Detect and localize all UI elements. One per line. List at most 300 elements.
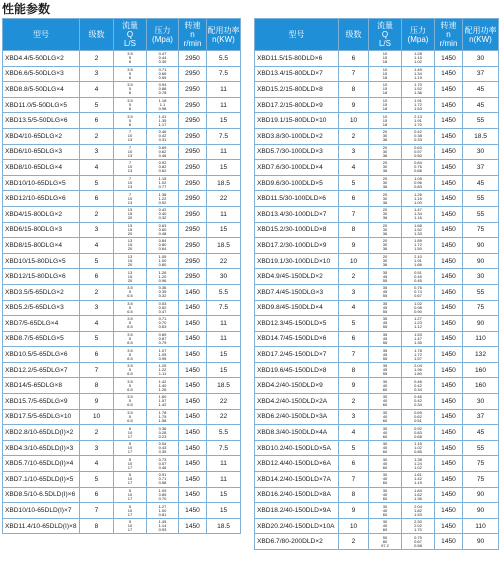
speed-cell: 1450 (435, 440, 463, 456)
flow-cell-value: 5 (128, 102, 132, 108)
pressure-cell (402, 51, 435, 67)
pressure-cell (402, 409, 435, 425)
model-cell: XBD10/15-80DLG×5 (3, 253, 80, 269)
model-cell: XBD10/10-65DLD(I)×7 (3, 503, 80, 519)
stages-cell: 8 (80, 518, 114, 534)
flow-cell-value: 45 (382, 367, 388, 373)
speed-cell: 1450 (435, 82, 463, 98)
pressure-cell-value: 0.92 (158, 199, 167, 205)
flow-cell-value: 7 (128, 191, 132, 197)
table-row (255, 269, 499, 285)
flow-cell (369, 51, 402, 67)
speed-cell: 1450 (435, 128, 463, 144)
pressure-cell-value: 0.73 (158, 456, 167, 462)
flow-cell-value: 10 (382, 82, 388, 88)
stages-cell: 5 (80, 472, 114, 488)
pressure-cell-value: 1.53 (414, 331, 422, 337)
pressure-cell-value: 1.00 (158, 507, 167, 513)
flow-cell-value: 36 (382, 246, 388, 252)
flow-cell-value: 36 (382, 230, 388, 236)
stages-cell: 4 (80, 82, 114, 98)
flow-cell-value: 5 (128, 55, 132, 61)
table-row (3, 316, 241, 332)
flow-cell-value: 55 (382, 277, 388, 283)
flow-cell-value: 45 (382, 351, 388, 357)
pressure-cell-value: 0.34 (414, 402, 422, 408)
pressure-cell (147, 113, 179, 129)
flow-cell-value: 7 (128, 176, 132, 182)
speed-cell: 1450 (179, 440, 207, 456)
pressure-cell-value: 0.62 (414, 413, 422, 419)
speed-cell: 1450 (179, 472, 207, 488)
stages-cell: 7 (339, 472, 369, 488)
pressure-cell (402, 300, 435, 316)
pressure-cell (402, 206, 435, 222)
header-pressure: 压力 (Mpa) (147, 19, 179, 51)
flow-cell-value: 20 (127, 277, 133, 283)
pressure-cell-value: 0.68 (414, 433, 422, 439)
pressure-cell (147, 456, 179, 472)
pressure-cell (147, 206, 179, 222)
flow-cell-value: 18 (382, 59, 388, 65)
speed-cell: 2950 (179, 238, 207, 254)
table-row (255, 425, 499, 441)
model-cell: XBD5.2/5-65DLG×3 (3, 300, 80, 316)
flow-cell-value: 40 (382, 398, 388, 404)
stages-cell: 4 (80, 238, 114, 254)
pressure-cell (147, 440, 179, 456)
speed-cell: 1450 (435, 409, 463, 425)
flow-cell-value: 10 (382, 51, 388, 57)
flow-cell (114, 440, 147, 456)
flow-cell-value: 3.5 (127, 66, 133, 72)
stages-cell: 10 (339, 518, 369, 534)
pressure-cell-value: 0.46 (414, 394, 422, 400)
flow-cell-value: 20 (382, 254, 388, 260)
flow-cell-value: 40 (382, 507, 388, 513)
table-row (3, 82, 241, 98)
speed-cell: 1450 (435, 503, 463, 519)
flow-cell-value: 10 (127, 195, 133, 201)
pressure-cell-value: 1.58 (158, 417, 167, 423)
pressure-cell-value: 0.96 (158, 277, 167, 283)
pressure-cell (147, 487, 179, 503)
flow-cell-value: 6.5 (127, 293, 133, 299)
pressure-cell-value: 0.32 (158, 215, 167, 221)
pressure-cell (402, 175, 435, 191)
flow-cell (114, 409, 147, 425)
pressure-cell-value: 0.42 (158, 207, 167, 213)
pressure-cell (147, 82, 179, 98)
model-cell: XBD17.2/15-80DLD×9 (255, 97, 339, 113)
pressure-cell (147, 51, 179, 67)
flow-cell-value: 13 (127, 184, 133, 190)
flow-cell (369, 144, 402, 160)
flow-cell (369, 97, 402, 113)
flow-cell-value: 13 (127, 168, 133, 174)
flow-cell-value: 97.2 (381, 542, 389, 548)
flow-cell-value: 20 (382, 222, 388, 228)
power-cell: 90 (463, 316, 499, 332)
model-cell: XBD10.2/40-150DLD×5A (255, 440, 339, 456)
model-cell: XBD8.7/5-65DLG×5 (3, 331, 80, 347)
speed-cell: 2950 (179, 144, 207, 160)
table-row (3, 269, 241, 285)
flow-cell (114, 113, 147, 129)
flow-cell-value: 5 (128, 398, 132, 404)
flow-cell-value: 60 (382, 527, 388, 533)
pressure-cell (147, 160, 179, 176)
table-row (3, 518, 241, 534)
pressure-cell-value: 1.36 (414, 90, 422, 96)
pressure-cell-value: 1.27 (158, 503, 167, 509)
table-row (255, 253, 499, 269)
pressure-cell-value: 0.71 (158, 316, 167, 322)
pressure-cell-value: 0.84 (414, 160, 422, 166)
flow-cell-value: 30 (382, 195, 388, 201)
stages-cell: 9 (339, 97, 369, 113)
speed-cell: 2950 (179, 269, 207, 285)
table-row (255, 456, 499, 472)
speed-cell: 1450 (435, 518, 463, 534)
pressure-cell (147, 503, 179, 519)
model-cell: XBD12.2/5-65DLG×7 (3, 362, 80, 378)
model-cell: XBD7.4/45-150DLG×3 (255, 284, 339, 300)
model-cell: XBD14.2/40-150DLD×7A (255, 472, 339, 488)
table-row (255, 378, 499, 394)
model-cell: XBD19.1/30-100DLD×10 (255, 253, 339, 269)
header-power: 配用功率 n(KW) (463, 19, 499, 51)
table-row (3, 300, 241, 316)
pressure-cell (147, 331, 179, 347)
flow-cell-value: 20 (382, 191, 388, 197)
speed-cell: 2950 (179, 66, 207, 82)
pressure-cell-value: 1.75 (158, 413, 167, 419)
flow-cell-value: 13 (127, 269, 133, 275)
pressure-cell-value: 1.70 (414, 121, 422, 127)
pressure-cell (147, 97, 179, 113)
pressure-cell-value: 0.63 (158, 222, 167, 228)
pressure-cell (402, 440, 435, 456)
flow-cell-value: 20 (127, 215, 133, 221)
stages-cell: 2 (339, 534, 369, 550)
pressure-cell-value: 1.22 (158, 367, 167, 373)
speed-cell: 1450 (435, 487, 463, 503)
pressure-cell-value: 0.46 (414, 378, 422, 384)
pressure-cell-value: 1.1 (159, 102, 166, 108)
model-cell: XBD14/5-65DLG×8 (3, 378, 80, 394)
pressure-cell (147, 362, 179, 378)
pressure-cell-value: 1.26 (158, 269, 167, 275)
table-row (3, 378, 241, 394)
flow-cell-value: 36 (382, 184, 388, 190)
pressure-cell-value: 0.42 (414, 398, 422, 404)
flow-cell-value: 5 (128, 289, 132, 295)
stages-cell: 5 (80, 331, 114, 347)
pressure-cell-value: 1.72 (414, 242, 422, 248)
power-cell: 30 (207, 269, 241, 285)
pressure-cell (147, 316, 179, 332)
speed-cell: 1450 (179, 456, 207, 472)
speed-cell: 1450 (435, 284, 463, 300)
stages-cell: 5 (80, 97, 114, 113)
flow-cell-value: 7 (128, 160, 132, 166)
flow-cell-value: 45 (382, 273, 388, 279)
power-cell: 45 (463, 82, 499, 98)
pressure-cell-value: 0.28 (158, 429, 167, 435)
table-row (255, 128, 499, 144)
pressure-cell-value: 0.52 (158, 304, 167, 310)
speed-cell: 1450 (435, 347, 463, 363)
model-cell: XBD14.7/45-150DLD×6 (255, 331, 339, 347)
power-cell: 7.5 (207, 440, 241, 456)
power-cell: 132 (463, 347, 499, 363)
stages-cell: 2 (339, 128, 369, 144)
flow-cell-value: 45 (382, 320, 388, 326)
pressure-cell-value: 0.69 (414, 409, 422, 415)
flow-cell (369, 440, 402, 456)
flow-cell-value: 30 (382, 503, 388, 509)
power-cell: 22 (207, 394, 241, 410)
stages-cell: 8 (339, 222, 369, 238)
pressure-cell (402, 378, 435, 394)
pressure-cell (147, 284, 179, 300)
model-cell: XBD17.2/30-100DLD×9 (255, 238, 339, 254)
pressure-cell-value: 0.63 (158, 324, 167, 330)
pressure-cell-value: 0.92 (414, 425, 422, 431)
power-cell: 5.5 (207, 425, 241, 441)
stages-cell: 5 (80, 175, 114, 191)
flow-cell (114, 51, 147, 67)
flow-cell-value: 35 (382, 316, 388, 322)
pressure-cell-value: 0.83 (414, 429, 422, 435)
flow-cell-value: 30 (382, 472, 388, 478)
flow-cell-value: 10 (127, 429, 133, 435)
flow-cell-value: 6 (128, 74, 132, 80)
power-cell: 11 (207, 316, 241, 332)
pressure-cell-value: 0.43 (158, 445, 167, 451)
pressure-cell-value: 1.50 (414, 246, 422, 252)
flow-cell-value: 10 (127, 133, 133, 139)
model-cell: XBD7.6/30-100DLD×4 (255, 160, 339, 176)
power-cell: 11 (207, 97, 241, 113)
flow-cell-value: 6 (128, 106, 132, 112)
pressure-cell-value: 0.49 (414, 273, 422, 279)
speed-cell: 1450 (435, 222, 463, 238)
stages-cell: 4 (339, 300, 369, 316)
flow-cell-value: 40 (382, 460, 388, 466)
flow-cell-value: 60 (382, 386, 388, 392)
flow-cell-value: 10 (127, 476, 133, 482)
flow-cell-value: 6.5 (127, 308, 133, 314)
power-cell: 75 (463, 222, 499, 238)
flow-cell-value: 15 (127, 242, 133, 248)
speed-cell: 1450 (435, 97, 463, 113)
speed-cell: 1450 (179, 394, 207, 410)
flow-cell-value: 30 (382, 164, 388, 170)
model-cell: XBD8/15-80DLG×4 (3, 238, 80, 254)
speed-cell: 1450 (179, 347, 207, 363)
flow-cell-value: 3.5 (127, 51, 133, 57)
pressure-cell (147, 269, 179, 285)
pressure-cell-value: 1.40 (158, 382, 167, 388)
stages-cell: 10 (339, 253, 369, 269)
pressure-cell (402, 425, 435, 441)
stages-cell: 3 (339, 144, 369, 160)
table-row (3, 425, 241, 441)
flow-cell-value: 30 (382, 211, 388, 217)
pressure-cell-value: 0.42 (414, 382, 422, 388)
flow-cell (114, 128, 147, 144)
flow-cell-value: 10 (127, 445, 133, 451)
flow-cell-value: 55 (382, 308, 388, 314)
stages-cell: 6 (339, 331, 369, 347)
stages-cell: 3 (80, 222, 114, 238)
pressure-cell (147, 425, 179, 441)
pressure-cell-value: 0.71 (158, 66, 167, 72)
flow-cell-value: 5 (128, 519, 132, 525)
flow-cell-value: 10 (127, 164, 133, 170)
table-row (255, 160, 499, 176)
pressure-cell-value: 1.02 (414, 445, 422, 451)
pressure-cell-value: 1.16 (414, 215, 422, 221)
flow-cell-value: 17 (127, 464, 133, 470)
flow-cell (114, 487, 147, 503)
flow-cell-value: 40 (382, 523, 388, 529)
flow-cell-value: 18 (382, 90, 388, 96)
pressure-cell (147, 144, 179, 160)
stages-cell: 6 (80, 487, 114, 503)
model-cell: XBD6.6/5-50DLG×3 (3, 66, 80, 82)
speed-cell: 2950 (179, 51, 207, 67)
pressure-cell-value: 1.49 (414, 66, 422, 72)
flow-cell-value: 60 (382, 402, 388, 408)
pressure-cell (402, 238, 435, 254)
stages-cell: 3 (80, 300, 114, 316)
flow-cell (369, 284, 402, 300)
flow-cell-value: 30 (382, 258, 388, 264)
flow-cell (369, 175, 402, 191)
pressure-cell-value: 1.07 (158, 347, 167, 353)
pressure-cell-value: 1.33 (414, 230, 422, 236)
power-cell: 45 (463, 175, 499, 191)
flow-cell-value: 13 (127, 152, 133, 158)
stages-cell: 3 (80, 66, 114, 82)
pressure-cell-value: 1.24 (414, 460, 422, 466)
model-cell: XBD8.8/5-50DLG×4 (3, 82, 80, 98)
flow-cell-value: 30 (382, 378, 388, 384)
stages-cell: 5 (339, 440, 369, 456)
speed-cell: 1450 (435, 300, 463, 316)
header-flow: 流量 Q L/S (114, 19, 147, 51)
pressure-cell (147, 518, 179, 534)
pressure-cell (147, 253, 179, 269)
model-cell: XBD12.4/40-150DLD×6A (255, 456, 339, 472)
stages-cell: 8 (339, 487, 369, 503)
pressure-cell (402, 144, 435, 160)
power-cell: 22 (207, 191, 241, 207)
stages-cell: 3 (80, 144, 114, 160)
table-row (255, 534, 499, 550)
spec-table-right (254, 18, 499, 550)
model-cell: XBD18.2/40-150DLD×9A (255, 503, 339, 519)
flow-cell-value: 15 (382, 117, 388, 123)
flow-cell-value: 10 (382, 113, 388, 119)
pressure-cell-value: 1.00 (158, 258, 167, 264)
model-cell: XBD15.2/30-100DLD×8 (255, 222, 339, 238)
flow-cell-value: 6 (128, 90, 132, 96)
flow-cell (369, 347, 402, 363)
pressure-cell-value: 1.17 (158, 121, 167, 127)
power-cell: 5.5 (207, 51, 241, 67)
flow-cell (369, 472, 402, 488)
pressure-cell-value: 1.05 (158, 351, 167, 357)
flow-cell (114, 503, 147, 519)
flow-cell (114, 160, 147, 176)
pressure-cell-value: 0.92 (158, 160, 167, 166)
flow-cell-value: 15 (382, 55, 388, 61)
flow-cell-value: 6.5 (127, 417, 133, 423)
pressure-cell-value: 0.63 (414, 144, 422, 150)
stages-cell: 10 (339, 113, 369, 129)
flow-cell-value: 20 (382, 176, 388, 182)
flow-cell-value: 17 (127, 480, 133, 486)
page-title: 性能参数 (2, 2, 51, 16)
flow-cell-value: 60 (382, 449, 388, 455)
flow-cell-value: 36 (382, 262, 388, 268)
flow-cell-value: 6 (128, 59, 132, 65)
flow-cell-value: 60 (382, 433, 388, 439)
flow-cell (369, 487, 402, 503)
model-cell: XBD4.9/45-150DLD×2 (255, 269, 339, 285)
pressure-cell (402, 97, 435, 113)
speed-cell: 1450 (435, 191, 463, 207)
flow-cell (114, 518, 147, 534)
stages-cell: 6 (339, 51, 369, 67)
table-row (255, 97, 499, 113)
pressure-cell-value: 1.91 (414, 258, 422, 264)
power-cell: 15 (207, 487, 241, 503)
stages-cell: 3 (339, 284, 369, 300)
flow-cell (114, 284, 147, 300)
flow-cell (114, 378, 147, 394)
speed-cell: 2950 (179, 113, 207, 129)
pressure-cell-value: 1.41 (158, 113, 167, 119)
pressure-cell-value: 0.87 (158, 335, 167, 341)
flow-cell-value: 5 (128, 70, 132, 76)
flow-cell-value: 6.5 (127, 402, 133, 408)
flow-cell-value: 3.5 (127, 378, 133, 384)
speed-cell: 2950 (179, 128, 207, 144)
table-row (3, 409, 241, 425)
flow-cell (114, 238, 147, 254)
flow-cell-value: 40 (382, 445, 388, 451)
pressure-cell-value: 0.35 (158, 449, 167, 455)
flow-cell-value: 6.5 (127, 324, 133, 330)
model-cell: XBD11.4/10-65DLD(I)×8 (3, 518, 80, 534)
flow-cell-value: 13 (127, 222, 133, 228)
power-cell: 110 (463, 518, 499, 534)
pressure-cell (147, 238, 179, 254)
flow-cell-value: 3.5 (127, 300, 133, 306)
pressure-cell-value: 1.18 (158, 98, 167, 104)
flow-cell-value: 35 (382, 300, 388, 306)
speed-cell: 2950 (179, 206, 207, 222)
pressure-cell (147, 300, 179, 316)
pressure-cell-value: 1.45 (158, 519, 167, 525)
flow-cell-value: 35 (382, 347, 388, 353)
flow-cell-value: 17 (127, 495, 133, 501)
